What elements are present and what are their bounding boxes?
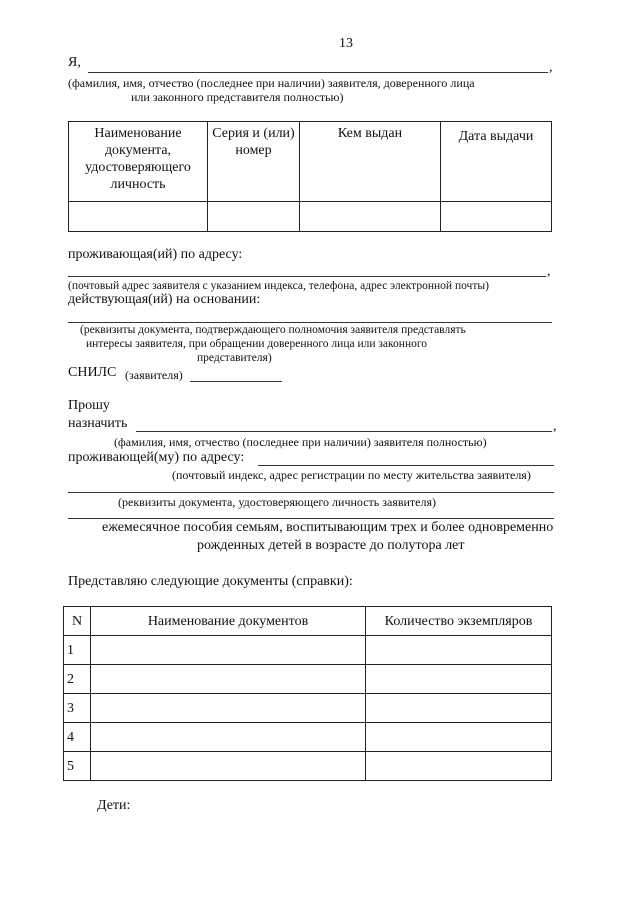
documents-title: Представляю следующие документы (справки): bbox=[68, 574, 353, 589]
documents-header-count: Количество экземпляров bbox=[366, 607, 552, 636]
document-count-cell[interactable] bbox=[366, 752, 552, 781]
request-line-1: Прошу bbox=[68, 398, 110, 413]
id-table-header-row bbox=[69, 122, 552, 202]
recipient-comma: , bbox=[553, 419, 557, 434]
address-comma: , bbox=[547, 264, 551, 279]
recipient-name-line[interactable] bbox=[136, 431, 552, 432]
row-number: 2 bbox=[64, 665, 91, 694]
snils-label: СНИЛС bbox=[68, 365, 117, 380]
row-number: 4 bbox=[64, 723, 91, 752]
benefit-line-1: ежемесячное пособия семьям, воспитывающим трех и более одновременно bbox=[102, 520, 554, 535]
recipient-address-line[interactable] bbox=[258, 465, 554, 466]
row-number: 5 bbox=[64, 752, 91, 781]
id-document-table bbox=[68, 121, 552, 232]
snils-sub: (заявителя) bbox=[125, 368, 183, 382]
recipient-address-line-2[interactable] bbox=[68, 492, 554, 493]
documents-header-number: N bbox=[64, 607, 91, 636]
id-table-input-row bbox=[69, 202, 552, 232]
table-row bbox=[64, 636, 552, 665]
request-line-2: назначить bbox=[68, 416, 128, 431]
table-row bbox=[64, 694, 552, 723]
address-line[interactable] bbox=[68, 276, 546, 277]
id-header-issued-by: Кем выдан bbox=[300, 122, 441, 202]
id-header-issue-date: Дата выдачи bbox=[441, 122, 552, 202]
snils-line[interactable] bbox=[190, 381, 282, 382]
documents-header-name: Наименование документов bbox=[91, 607, 366, 636]
recipient-address-caption: (почтовый индекс, адрес регистрации по месту жительства заявителя) bbox=[172, 468, 531, 482]
applicant-comma: , bbox=[549, 60, 553, 75]
id-issued-by-cell[interactable] bbox=[300, 202, 441, 232]
applicant-caption-1: (фамилия, имя, отчество (последнее при наличии) заявителя, доверенного лица bbox=[68, 76, 475, 90]
table-row bbox=[64, 665, 552, 694]
document-name-cell[interactable] bbox=[91, 694, 366, 723]
id-series-cell[interactable] bbox=[208, 202, 300, 232]
id-header-doc-name: Наименование документа, удостоверяющего личность bbox=[69, 122, 208, 202]
table-row bbox=[64, 723, 552, 752]
page-number: 13 bbox=[339, 36, 353, 51]
basis-label: действующая(ий) на основании: bbox=[68, 292, 261, 307]
document-name-cell[interactable] bbox=[91, 665, 366, 694]
address-caption: (почтовый адрес заявителя с указанием индекса, телефона, адрес электронной почты) bbox=[68, 280, 489, 292]
address-label: проживающая(ий) по адресу: bbox=[68, 247, 243, 262]
id-header-series: Серия и (или) номер bbox=[208, 122, 300, 202]
document-name-cell[interactable] bbox=[91, 723, 366, 752]
documents-header-row bbox=[64, 607, 552, 636]
document-name-cell[interactable] bbox=[91, 752, 366, 781]
applicant-caption-2: или законного представителя полностью) bbox=[131, 90, 344, 104]
document-count-cell[interactable] bbox=[366, 694, 552, 723]
document-count-cell[interactable] bbox=[366, 665, 552, 694]
document-count-cell[interactable] bbox=[366, 723, 552, 752]
table-row bbox=[64, 752, 552, 781]
applicant-name-line[interactable] bbox=[88, 72, 548, 73]
benefit-line-2: рожденных детей в возрасте до полутора лет bbox=[197, 538, 465, 553]
document-count-cell[interactable] bbox=[366, 636, 552, 665]
recipient-address-label: проживающей(му) по адресу: bbox=[68, 450, 245, 465]
basis-caption-1: (реквизиты документа, подтверждающего полномочия заявителя представлять bbox=[80, 324, 466, 336]
recipient-doc-caption: (реквизиты документа, удостоверяющего личность заявителя) bbox=[118, 495, 436, 509]
row-number: 1 bbox=[64, 636, 91, 665]
documents-table bbox=[63, 606, 552, 781]
basis-caption-3: представителя) bbox=[197, 352, 272, 364]
id-issue-date-cell[interactable] bbox=[441, 202, 552, 232]
applicant-prefix: Я, bbox=[68, 55, 81, 70]
row-number: 3 bbox=[64, 694, 91, 723]
basis-line[interactable] bbox=[68, 322, 552, 323]
id-doc-name-cell[interactable] bbox=[69, 202, 208, 232]
basis-caption-2: интересы заявителя, при обращении доверенного лица или законного bbox=[86, 338, 428, 350]
document-name-cell[interactable] bbox=[91, 636, 366, 665]
recipient-caption: (фамилия, имя, отчество (последнее при наличии) заявителя полностью) bbox=[114, 435, 487, 449]
recipient-doc-line[interactable] bbox=[68, 518, 554, 519]
children-label: Дети: bbox=[97, 798, 131, 813]
